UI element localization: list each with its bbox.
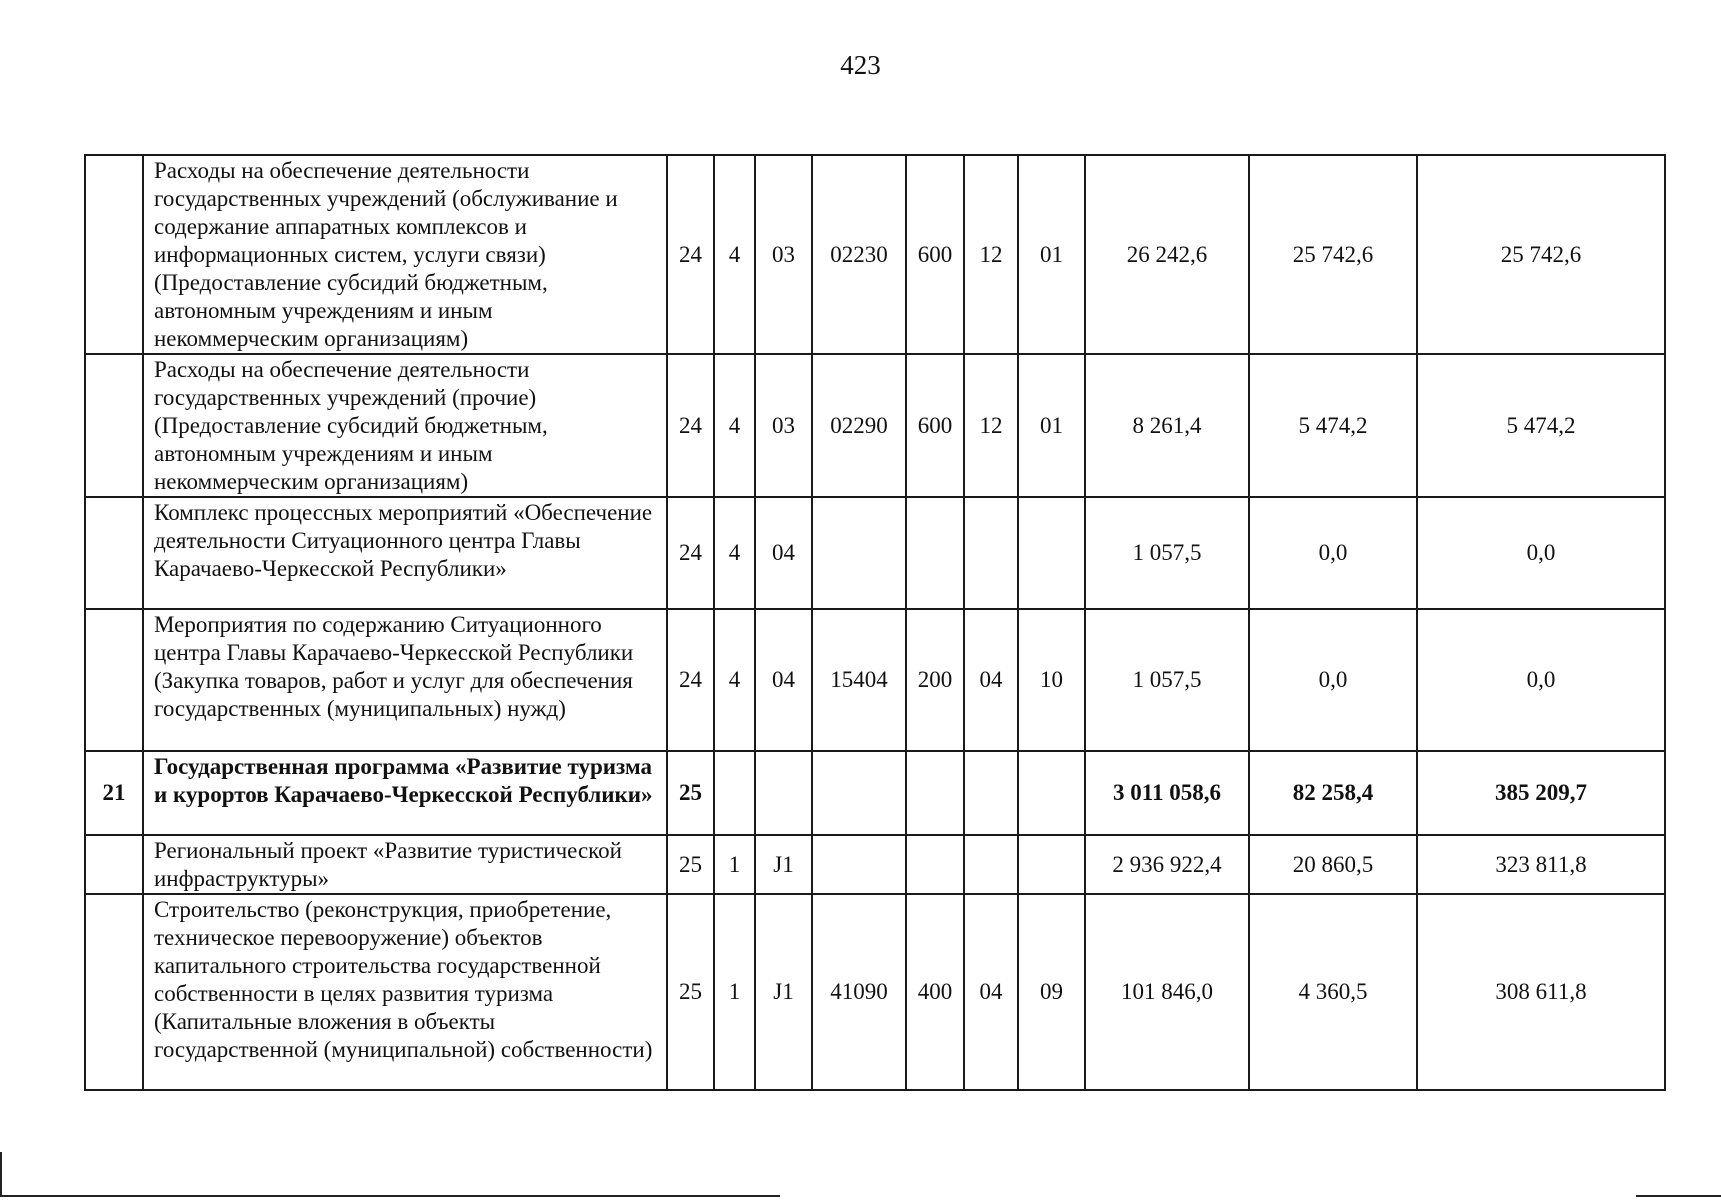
code-cell: 25 — [667, 751, 714, 835]
code-cell: 01 — [1018, 155, 1085, 354]
code-cell — [1018, 497, 1085, 609]
code-cell: 24 — [667, 609, 714, 751]
code-cell: 41090 — [812, 894, 906, 1090]
amount-cell: 26 242,6 — [1085, 155, 1249, 354]
code-cell: 12 — [964, 354, 1018, 497]
code-cell: 01 — [1018, 354, 1085, 497]
code-cell: 4 — [714, 354, 755, 497]
scan-artifact-line — [0, 1152, 2, 1196]
amount-cell: 2 936 922,4 — [1085, 835, 1249, 894]
row-name: Региональный проект «Развитие туристической инфраструктуры» — [143, 835, 667, 894]
row-number — [85, 155, 143, 354]
code-cell — [906, 835, 964, 894]
code-cell: 600 — [906, 354, 964, 497]
code-cell: 03 — [755, 354, 812, 497]
code-cell: 10 — [1018, 609, 1085, 751]
code-cell: 1 — [714, 835, 755, 894]
amount-cell: 8 261,4 — [1085, 354, 1249, 497]
amount-cell: 25 742,6 — [1249, 155, 1417, 354]
row-number — [85, 894, 143, 1090]
table-row — [85, 894, 1665, 1090]
code-cell — [964, 751, 1018, 835]
table-row — [85, 155, 1665, 354]
amount-cell: 5 474,2 — [1417, 354, 1665, 497]
code-cell: 4 — [714, 155, 755, 354]
row-name: Расходы на обеспечение деятельности государственных учреждений (обслуживание и содержание аппаратных комплексов и информационных систем, услуги связи) (Предоставление субсидий бюджетным, автономным учреждениям и иным некоммерческим организациям) — [143, 155, 667, 354]
code-cell — [1018, 835, 1085, 894]
amount-cell: 5 474,2 — [1249, 354, 1417, 497]
code-cell: 200 — [906, 609, 964, 751]
row-name: Мероприятия по содержанию Ситуационного центра Главы Карачаево-Черкесской Республики (Закупка товаров, работ и услуг для обеспечения государственных (муниципальных) нужд) — [143, 609, 667, 751]
row-name: Строительство (реконструкция, приобретение, техническое перевооружение) объектов капитального строительства государственной собственности в целях развития туризма (Капитальные вложения в объекты государственной (муниципальной) собственности) — [143, 894, 667, 1090]
code-cell — [812, 751, 906, 835]
code-cell: 02290 — [812, 354, 906, 497]
row-name: Государственная программа «Развитие туризма и курортов Карачаево-Черкесской Республики» — [143, 751, 667, 835]
code-cell — [906, 497, 964, 609]
amount-cell: 0,0 — [1249, 497, 1417, 609]
table-row — [85, 354, 1665, 497]
code-cell: 24 — [667, 155, 714, 354]
code-cell: J1 — [755, 835, 812, 894]
budget-table — [84, 154, 1666, 1091]
code-cell: 4 — [714, 497, 755, 609]
row-number — [85, 835, 143, 894]
code-cell: 02230 — [812, 155, 906, 354]
code-cell: 03 — [755, 155, 812, 354]
code-cell — [812, 497, 906, 609]
code-cell: 24 — [667, 354, 714, 497]
row-number: 21 — [85, 751, 143, 835]
table-row — [85, 835, 1665, 894]
amount-cell: 323 811,8 — [1417, 835, 1665, 894]
amount-cell: 3 011 058,6 — [1085, 751, 1249, 835]
code-cell: 24 — [667, 497, 714, 609]
amount-cell: 101 846,0 — [1085, 894, 1249, 1090]
amount-cell: 25 742,6 — [1417, 155, 1665, 354]
code-cell: 1 — [714, 894, 755, 1090]
amount-cell: 0,0 — [1417, 497, 1665, 609]
amount-cell: 0,0 — [1417, 609, 1665, 751]
code-cell: 04 — [964, 609, 1018, 751]
code-cell: 12 — [964, 155, 1018, 354]
scan-artifact-line — [1636, 1195, 1721, 1197]
row-name: Комплекс процессных мероприятий «Обеспечение деятельности Ситуационного центра Главы Карачаево-Черкесской Республики» — [143, 497, 667, 609]
code-cell — [964, 497, 1018, 609]
code-cell: 04 — [755, 609, 812, 751]
code-cell — [812, 835, 906, 894]
code-cell — [906, 751, 964, 835]
code-cell — [755, 751, 812, 835]
page-number: 423 — [840, 50, 881, 80]
code-cell: 600 — [906, 155, 964, 354]
amount-cell: 82 258,4 — [1249, 751, 1417, 835]
code-cell: 09 — [1018, 894, 1085, 1090]
code-cell: 25 — [667, 894, 714, 1090]
table-row — [85, 751, 1665, 835]
code-cell — [714, 751, 755, 835]
code-cell: 400 — [906, 894, 964, 1090]
scan-artifact-line — [0, 1195, 780, 1197]
code-cell: J1 — [755, 894, 812, 1090]
table-row — [85, 609, 1665, 751]
amount-cell: 1 057,5 — [1085, 609, 1249, 751]
amount-cell: 1 057,5 — [1085, 497, 1249, 609]
row-number — [85, 609, 143, 751]
amount-cell: 0,0 — [1249, 609, 1417, 751]
code-cell — [964, 835, 1018, 894]
code-cell: 15404 — [812, 609, 906, 751]
row-number — [85, 354, 143, 497]
row-name: Расходы на обеспечение деятельности государственных учреждений (прочие) (Предоставление субсидий бюджетным, автономным учреждениям и иным некоммерческим организациям) — [143, 354, 667, 497]
code-cell: 25 — [667, 835, 714, 894]
amount-cell: 20 860,5 — [1249, 835, 1417, 894]
amount-cell: 4 360,5 — [1249, 894, 1417, 1090]
row-number — [85, 497, 143, 609]
table-row — [85, 497, 1665, 609]
amount-cell: 385 209,7 — [1417, 751, 1665, 835]
amount-cell: 308 611,8 — [1417, 894, 1665, 1090]
code-cell: 04 — [964, 894, 1018, 1090]
code-cell: 04 — [755, 497, 812, 609]
code-cell: 4 — [714, 609, 755, 751]
code-cell — [1018, 751, 1085, 835]
